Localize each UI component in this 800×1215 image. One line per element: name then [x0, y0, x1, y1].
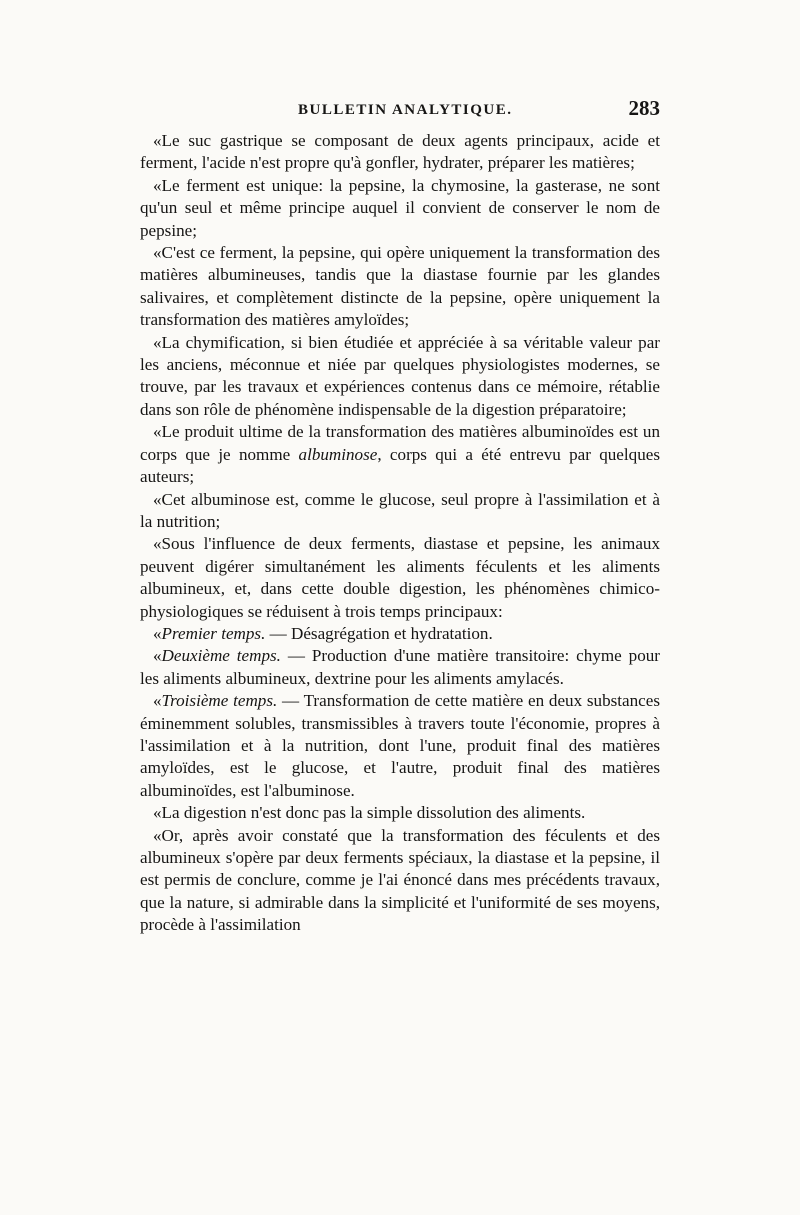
quote-mark: «	[153, 623, 162, 643]
temps-label: Deuxième temps.	[161, 646, 281, 666]
paragraph: «La chymification, si bien étudiée et appréciée à sa véritable valeur par les anciens, méconnue et niée par quelques physiologistes modernes, se trouve, par les travaux et expériences contenus dans ce mémoire, rétablie dans son rôle de phénomène indispensable de la digestion préparatoire;	[140, 332, 660, 419]
paragraph: «Le ferment est unique: la pepsine, la chymosine, la gasterase, ne sont qu'un seul et même principe auquel il convient de conserver le nom de pepsine;	[140, 175, 660, 240]
paragraph: «Cet albuminose est, comme le glucose, seul propre à l'assimilation et à la nutrition;	[140, 489, 660, 531]
paragraph: «La digestion n'est donc pas la simple dissolution des aliments.	[153, 803, 586, 823]
text-run: «Le produit ultime de la transformation des matières albuminoïdes est un corps que je nomme	[140, 422, 660, 464]
temps-text: — Production d'une matière transitoire: chyme pour les aliments albumineux, dextrine pour les aliments amylacés.	[140, 646, 660, 688]
paragraph-albuminose	[140, 421, 660, 488]
temps-item	[140, 623, 660, 645]
text-run: , corps qui a été entrevu par quelques auteurs;	[140, 444, 660, 487]
temps-label: Premier temps.	[161, 623, 266, 643]
paragraph: «Or, après avoir constaté que la transformation des féculents et des albumineux s'opère par deux ferments spéciaux, la diastase et la pepsine, il est permis de conclure, comme je l'ai énoncé dans mes précédents travaux, que la nature, si admirable dans la simplicité et l'uniformité de ses moyens, procède à l'assimilation	[140, 825, 660, 935]
page-number: 283	[628, 96, 660, 120]
paragraph: «C'est ce ferment, la pepsine, qui opère uniquement la transformation des matières albumineuses, tandis que la diastase fournie par les glandes salivaires, et complètement distincte de la pepsine, opère uniquement la transformation des matières amyloïdes;	[140, 243, 660, 330]
temps-item	[140, 690, 660, 802]
running-title: BULLETIN ANALYTIQUE.	[298, 102, 513, 118]
quote-mark: «	[153, 691, 162, 711]
temps-text: — Désagrégation et hydratation.	[265, 623, 493, 643]
temps-item	[140, 645, 660, 690]
temps-label: Troisième temps.	[161, 691, 278, 711]
body-text	[140, 130, 660, 937]
paragraph: «Sous l'influence de deux ferments, diastase et pepsine, les animaux peuvent digérer simultanément les aliments féculents et les aliments albumineux, et, dans cette double digestion, les phénomènes chimico-physiologiques se réduisent à trois temps principaux:	[140, 534, 660, 621]
quote-mark: «	[153, 646, 162, 666]
paragraph: «Le suc gastrique se composant de deux agents principaux, acide et ferment, l'acide n'est propre qu'à gonfler, hydrater, préparer les matières;	[140, 131, 660, 173]
italic-term: albuminose	[298, 444, 378, 464]
temps-text: — Transformation de cette matière en deux substances éminemment solubles, transmissibles à travers toute l'économie, propres à l'assimilation et à la nutrition, dont l'une, produit final des matières amyloïdes, est le glucose, et l'autre, produit final des matières albuminoïdes, est l'albuminose.	[140, 691, 660, 800]
page-header	[140, 96, 660, 126]
